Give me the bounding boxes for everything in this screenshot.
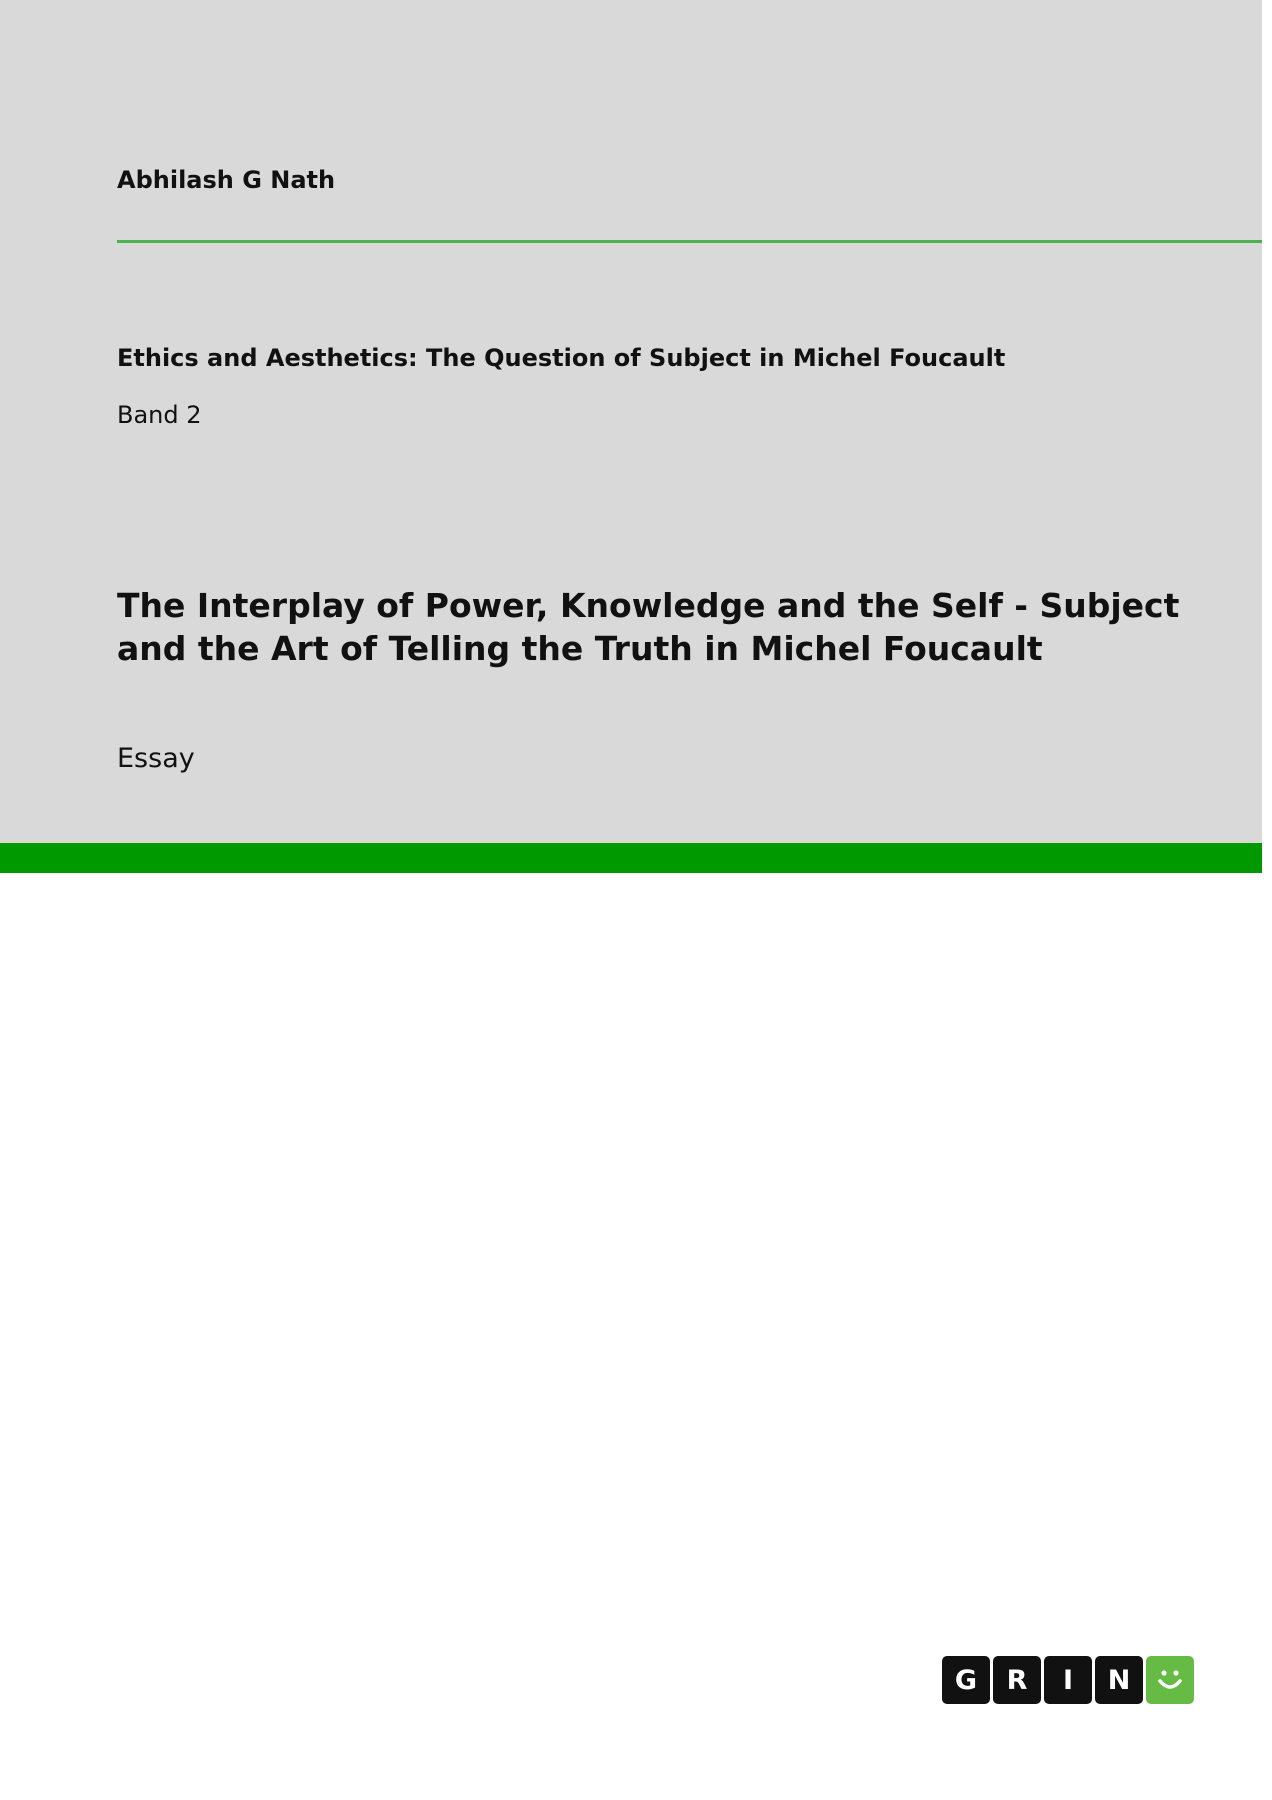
document-type: Essay [117,743,195,774]
logo-letter-g: G [942,1656,990,1704]
volume-label: Band 2 [117,401,202,429]
book-title [117,584,1180,670]
author-name: Abhilash G Nath [117,166,336,194]
divider-rule [117,240,1262,243]
logo-letter-r: R [993,1656,1041,1704]
grin-logo [942,1656,1194,1704]
series-title: Ethics and Aesthetics: The Question of Subject in Michel Foucault [117,344,1006,372]
green-accent-bar [0,843,1262,873]
smiley-icon [1146,1656,1194,1704]
book-title-line-2: and the Art of Telling the Truth in Michel Foucault [117,629,1043,668]
book-title-line-1: The Interplay of Power, Knowledge and the Self - Subject [117,586,1180,625]
logo-letter-n: N [1095,1656,1143,1704]
logo-letter-i: I [1044,1656,1092,1704]
